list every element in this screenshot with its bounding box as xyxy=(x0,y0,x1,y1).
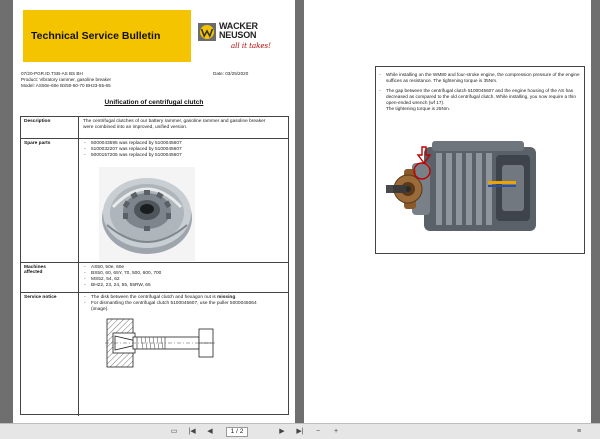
engine-housing-image xyxy=(384,125,556,245)
installation-note-2: - The gap between the centrifugal clutch 5100045607 and the engine housing of the AS has decreased as compared to the old centrifugal clutch. While installing, you now require a thin open-ended wrench (wf 17). xyxy=(378,88,586,106)
wacker-logo-icon xyxy=(197,22,217,42)
service-notice-item-2-cont: (image). xyxy=(91,307,109,312)
bulletin-heading: Unification of centrifugal clutch xyxy=(104,99,204,106)
bulletin-model: Model: AS50e-60e BS50-60-70 BH23-55-65 xyxy=(21,83,111,88)
bulletin-product: Product: Vibratory rammer, gasoline breaker xyxy=(21,77,112,82)
row-spare-parts xyxy=(21,139,288,263)
prev-page-button[interactable]: ◀ xyxy=(207,428,213,435)
logo-tagline: all it takes! xyxy=(231,42,271,50)
machine-item: - BS50, 60, 65Y, 70, 500, 600, 700 xyxy=(83,271,284,277)
logo-brand-line-2: NEUSON xyxy=(219,30,257,40)
puller-diagram xyxy=(105,315,217,371)
bulletin-table xyxy=(20,116,289,415)
bulletin-banner xyxy=(23,10,191,62)
installation-note-1: - While installing on the WM80 and four-stroke engine, the compression pressure of the engine suffices as resistance. The tightening torque is 35Nm. xyxy=(378,72,586,84)
document-page-2 xyxy=(304,0,591,423)
installation-notes xyxy=(378,72,586,112)
bulletin-date: Date: 03/25/2020 xyxy=(213,71,249,76)
row-service-notice xyxy=(21,293,288,416)
machine-item: - BH22, 23, 24, 55, 55RW, 65 xyxy=(83,283,284,289)
first-page-button[interactable]: |◀ xyxy=(188,428,196,435)
page-number-input[interactable]: 1 / 2 xyxy=(226,427,248,437)
machines-label-line-1: Machines xyxy=(24,265,46,270)
service-notice-item-2: - For dismantling the centrifugal clutch 5100045607, use the puller 5000045064 xyxy=(83,301,284,307)
row-machines xyxy=(21,263,288,293)
menu-button[interactable]: ≡ xyxy=(576,428,582,435)
machines-label-line-2: affected xyxy=(24,270,43,275)
last-page-button[interactable]: ▶| xyxy=(296,428,304,435)
bulletin-ref: 07/20-PGR.ID.TSB-AS BS BH xyxy=(21,71,83,76)
machine-item: - MS52, 54, 62 xyxy=(83,277,284,283)
description-label: Description xyxy=(21,117,79,138)
machine-item: - AS50, 50e, 60e xyxy=(83,265,284,271)
logo-brand-line-1: WACKER xyxy=(219,21,258,31)
zoom-out-button[interactable]: − xyxy=(315,428,321,435)
row-description xyxy=(21,117,288,139)
installation-note-3: The tightening torque is 25Nm. xyxy=(386,106,451,111)
service-notice-item-1: - The disk between the centrifugal clutch and hexagon nut is missing. xyxy=(83,295,284,301)
pdf-viewer-toolbar xyxy=(0,423,600,439)
spare-parts-label: Spare parts xyxy=(21,139,79,262)
wacker-neuson-logo xyxy=(197,22,285,54)
next-page-button[interactable]: ▶ xyxy=(279,428,285,435)
bulletin-title: Technical Service Bulletin xyxy=(31,30,161,42)
service-notice-label: Service notice xyxy=(21,293,79,416)
zoom-in-button[interactable]: + xyxy=(333,428,339,435)
fit-page-button[interactable]: ▭ xyxy=(170,428,178,435)
spare-part-item: - 5100032207 was replaced by 5100045607 xyxy=(83,147,284,153)
service-notice-emphasis: missing xyxy=(217,295,236,300)
spare-part-item: - 5000157205 was replaced by 5100045607 xyxy=(83,153,284,159)
description-text-1: The centrifugal clutches of our battery rammer, gasoline rammer and gasoline breaker xyxy=(83,119,266,124)
document-page-1 xyxy=(13,0,295,423)
description-text-2: were combined into an improved, unified version. xyxy=(83,125,188,130)
centrifugal-clutch-photo xyxy=(99,167,195,261)
spare-part-item: - 5000043595 was replaced by 5100045607 xyxy=(83,141,284,147)
